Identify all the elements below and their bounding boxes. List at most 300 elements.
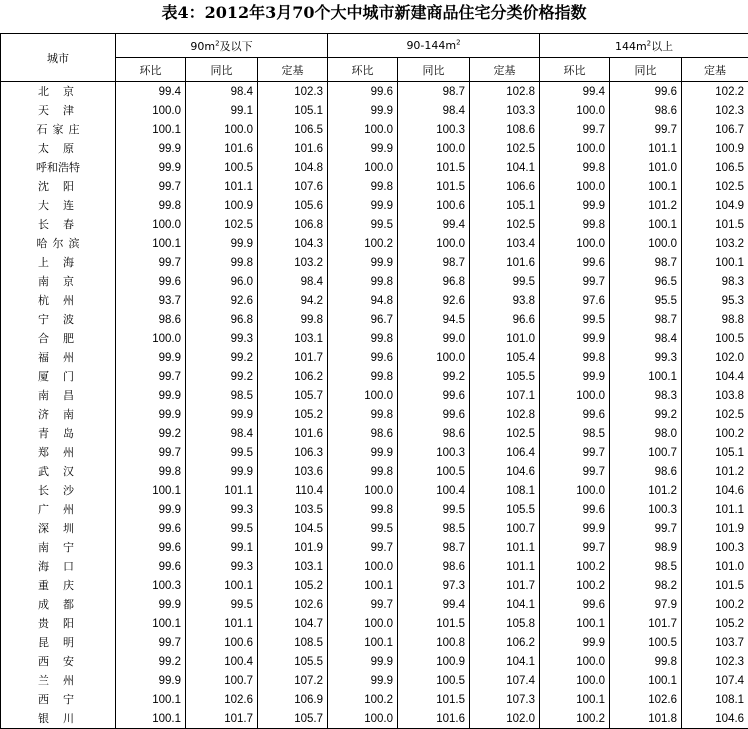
value-cell: 100.1 [610,177,682,196]
value-cell: 99.9 [186,462,258,481]
city-cell: 重庆 [1,576,116,595]
value-cell: 93.7 [116,291,186,310]
value-cell: 98.6 [610,462,682,481]
value-cell: 98.7 [610,310,682,329]
value-cell: 100.3 [610,500,682,519]
city-cell: 南宁 [1,538,116,557]
value-cell: 96.6 [470,310,540,329]
value-cell: 104.1 [470,652,540,671]
table-row [1,196,748,215]
table-row [1,367,748,386]
value-cell: 99.8 [186,253,258,272]
value-cell: 102.6 [258,595,328,614]
value-cell: 99.8 [610,652,682,671]
table-row [1,120,748,139]
value-cell: 98.9 [610,538,682,557]
value-cell: 103.8 [682,386,748,405]
value-cell: 92.6 [186,291,258,310]
value-cell: 99.8 [328,329,398,348]
value-cell: 105.7 [258,709,328,729]
value-cell: 101.6 [470,253,540,272]
value-cell: 99.6 [116,538,186,557]
value-cell: 103.1 [258,329,328,348]
value-cell: 101.1 [470,538,540,557]
value-cell: 99.4 [540,82,610,102]
value-cell: 100.2 [682,595,748,614]
value-cell: 99.3 [186,329,258,348]
city-column-header: 城市 [1,34,116,82]
group-header-90-144: $90-144m^2$ [328,34,540,58]
value-cell: 101.5 [398,158,470,177]
value-cell: 100.2 [682,424,748,443]
value-cell: 106.9 [258,690,328,709]
city-cell: 石家庄 [1,120,116,139]
value-cell: 101.9 [682,519,748,538]
value-cell: 100.1 [610,215,682,234]
value-cell: 98.5 [186,386,258,405]
table-row [1,671,748,690]
value-cell: 100.3 [398,443,470,462]
city-cell: 兰州 [1,671,116,690]
value-cell: 99.8 [540,215,610,234]
city-cell: 银川 [1,709,116,729]
value-cell: 99.2 [610,405,682,424]
value-cell: 99.9 [328,443,398,462]
table-row [1,424,748,443]
value-cell: 100.1 [610,367,682,386]
value-cell: 105.7 [258,386,328,405]
value-cell: 102.3 [682,652,748,671]
value-cell: 103.1 [258,557,328,576]
value-cell: 106.8 [258,215,328,234]
value-cell: 100.0 [328,481,398,500]
value-cell: 102.3 [258,82,328,102]
value-cell: 104.1 [470,595,540,614]
subheader-yoy: 同比 [398,58,470,82]
value-cell: 99.4 [398,595,470,614]
value-cell: 101.5 [398,614,470,633]
city-cell: 宁波 [1,310,116,329]
value-cell: 99.7 [116,253,186,272]
value-cell: 105.2 [258,405,328,424]
table-row [1,633,748,652]
value-cell: 99.7 [328,595,398,614]
city-cell: 贵阳 [1,614,116,633]
value-cell: 94.2 [258,291,328,310]
value-cell: 106.2 [470,633,540,652]
table-row [1,82,748,102]
value-cell: 99.5 [540,310,610,329]
value-cell: 101.0 [610,158,682,177]
value-cell: 102.5 [470,424,540,443]
subheader-base: 定基 [682,58,748,82]
value-cell: 99.9 [328,253,398,272]
value-cell: 94.8 [328,291,398,310]
city-cell: 呼和浩特 [1,158,116,177]
value-cell: 99.9 [328,652,398,671]
value-cell: 99.8 [328,405,398,424]
value-cell: 98.7 [610,253,682,272]
value-cell: 100.0 [328,120,398,139]
value-cell: 96.8 [186,310,258,329]
value-cell: 100.7 [470,519,540,538]
value-cell: 99.5 [470,272,540,291]
value-cell: 99.9 [116,500,186,519]
value-cell: 99.7 [610,519,682,538]
value-cell: 100.8 [398,633,470,652]
value-cell: 101.1 [682,500,748,519]
city-cell: 上海 [1,253,116,272]
value-cell: 96.5 [610,272,682,291]
value-cell: 101.2 [610,196,682,215]
value-cell: 101.8 [610,709,682,729]
value-cell: 102.5 [470,215,540,234]
value-cell: 100.1 [328,633,398,652]
value-cell: 100.0 [186,120,258,139]
value-cell: 98.4 [398,101,470,120]
value-cell: 99.7 [540,538,610,557]
city-cell: 长沙 [1,481,116,500]
value-cell: 102.8 [470,82,540,102]
value-cell: 99.9 [186,234,258,253]
city-cell: 沈阳 [1,177,116,196]
value-cell: 101.5 [398,690,470,709]
value-cell: 99.8 [116,462,186,481]
value-cell: 106.2 [258,367,328,386]
value-cell: 98.6 [398,557,470,576]
value-cell: 99.7 [540,272,610,291]
city-cell: 青岛 [1,424,116,443]
value-cell: 100.0 [328,557,398,576]
subheader-base: 定基 [470,58,540,82]
value-cell: 99.9 [328,671,398,690]
value-cell: 100.0 [540,101,610,120]
value-cell: 105.5 [470,367,540,386]
value-cell: 99.8 [258,310,328,329]
table-row [1,500,748,519]
subheader-yoy: 同比 [186,58,258,82]
value-cell: 98.5 [540,424,610,443]
value-cell: 96.7 [328,310,398,329]
value-cell: 99.6 [328,82,398,102]
value-cell: 98.2 [610,576,682,595]
value-cell: 99.6 [116,272,186,291]
value-cell: 100.0 [540,234,610,253]
value-cell: 101.2 [682,462,748,481]
value-cell: 99.2 [116,652,186,671]
value-cell: 107.3 [470,690,540,709]
value-cell: 100.0 [398,234,470,253]
value-cell: 99.5 [328,215,398,234]
value-cell: 106.5 [258,120,328,139]
value-cell: 100.0 [116,215,186,234]
table-row [1,348,748,367]
value-cell: 100.1 [116,690,186,709]
city-cell: 大连 [1,196,116,215]
value-cell: 99.8 [116,196,186,215]
value-cell: 101.7 [470,576,540,595]
value-cell: 100.5 [610,633,682,652]
value-cell: 101.5 [682,576,748,595]
value-cell: 99.1 [186,101,258,120]
value-cell: 101.7 [186,709,258,729]
table-row [1,709,748,729]
value-cell: 99.7 [540,462,610,481]
value-cell: 98.4 [258,272,328,291]
value-cell: 99.9 [540,329,610,348]
value-cell: 105.6 [258,196,328,215]
table-row [1,291,748,310]
city-cell: 广州 [1,500,116,519]
value-cell: 100.1 [116,614,186,633]
subheader-mom: 环比 [540,58,610,82]
table-row [1,329,748,348]
value-cell: 104.6 [682,481,748,500]
value-cell: 99.5 [328,519,398,538]
value-cell: 101.6 [398,709,470,729]
city-cell: 南昌 [1,386,116,405]
value-cell: 104.8 [258,158,328,177]
value-cell: 103.5 [258,500,328,519]
value-cell: 99.9 [540,633,610,652]
city-cell: 杭州 [1,291,116,310]
city-cell: 海口 [1,557,116,576]
value-cell: 100.3 [398,120,470,139]
value-cell: 104.6 [470,462,540,481]
value-cell: 102.5 [186,215,258,234]
value-cell: 100.1 [328,576,398,595]
value-cell: 99.4 [398,215,470,234]
value-cell: 100.0 [398,139,470,158]
value-cell: 106.4 [470,443,540,462]
value-cell: 105.1 [258,101,328,120]
value-cell: 100.1 [186,576,258,595]
value-cell: 106.7 [682,120,748,139]
value-cell: 104.6 [682,709,748,729]
value-cell: 102.5 [470,139,540,158]
table-row [1,386,748,405]
value-cell: 100.5 [186,158,258,177]
city-cell: 长春 [1,215,116,234]
value-cell: 99.5 [186,443,258,462]
city-cell: 武汉 [1,462,116,481]
value-cell: 107.6 [258,177,328,196]
value-cell: 99.7 [116,443,186,462]
value-cell: 98.0 [610,424,682,443]
value-cell: 98.8 [682,310,748,329]
value-cell: 105.2 [258,576,328,595]
value-cell: 100.1 [116,234,186,253]
value-cell: 99.7 [116,633,186,652]
value-cell: 100.5 [682,329,748,348]
value-cell: 99.6 [540,405,610,424]
table-row [1,101,748,120]
value-cell: 95.5 [610,291,682,310]
value-cell: 100.9 [682,139,748,158]
value-cell: 95.3 [682,291,748,310]
value-cell: 99.9 [328,196,398,215]
value-cell: 99.8 [540,158,610,177]
value-cell: 100.2 [540,709,610,729]
value-cell: 99.7 [116,177,186,196]
value-cell: 98.3 [682,272,748,291]
value-cell: 100.0 [540,139,610,158]
value-cell: 99.3 [186,500,258,519]
value-cell: 97.3 [398,576,470,595]
value-cell: 100.1 [682,253,748,272]
value-cell: 99.9 [328,101,398,120]
value-cell: 102.3 [682,101,748,120]
value-cell: 105.1 [682,443,748,462]
city-cell: 天津 [1,101,116,120]
table-row [1,652,748,671]
value-cell: 100.0 [610,234,682,253]
city-cell: 哈尔滨 [1,234,116,253]
city-cell: 郑州 [1,443,116,462]
value-cell: 104.4 [682,367,748,386]
value-cell: 99.2 [186,367,258,386]
value-cell: 108.1 [682,690,748,709]
subheader-mom: 环比 [328,58,398,82]
value-cell: 100.6 [186,633,258,652]
value-cell: 99.8 [540,348,610,367]
table-row [1,557,748,576]
value-cell: 100.5 [398,462,470,481]
table-row [1,405,748,424]
value-cell: 103.4 [470,234,540,253]
value-cell: 100.9 [398,652,470,671]
value-cell: 104.7 [258,614,328,633]
value-cell: 98.7 [398,253,470,272]
value-cell: 105.2 [682,614,748,633]
value-cell: 101.5 [682,215,748,234]
value-cell: 100.4 [186,652,258,671]
subheader-base: 定基 [258,58,328,82]
value-cell: 104.9 [682,196,748,215]
city-cell: 厦门 [1,367,116,386]
city-cell: 福州 [1,348,116,367]
table-row [1,443,748,462]
table-row [1,310,748,329]
value-cell: 100.2 [328,234,398,253]
value-cell: 98.6 [610,101,682,120]
value-cell: 107.4 [470,671,540,690]
value-cell: 100.6 [398,196,470,215]
value-cell: 99.6 [328,348,398,367]
value-cell: 102.5 [682,405,748,424]
value-cell: 98.6 [398,424,470,443]
value-cell: 98.6 [116,310,186,329]
value-cell: 96.8 [398,272,470,291]
value-cell: 100.0 [540,671,610,690]
value-cell: 100.0 [328,386,398,405]
value-cell: 99.7 [328,538,398,557]
value-cell: 103.2 [682,234,748,253]
value-cell: 101.0 [470,329,540,348]
value-cell: 105.1 [470,196,540,215]
city-cell: 昆明 [1,633,116,652]
value-cell: 100.1 [540,690,610,709]
value-cell: 103.6 [258,462,328,481]
value-cell: 100.0 [328,614,398,633]
table-row [1,272,748,291]
value-cell: 105.5 [470,500,540,519]
value-cell: 101.1 [610,139,682,158]
value-cell: 101.1 [186,177,258,196]
value-cell: 103.3 [470,101,540,120]
value-cell: 99.8 [328,177,398,196]
value-cell: 105.5 [258,652,328,671]
value-cell: 100.1 [540,614,610,633]
value-cell: 94.5 [398,310,470,329]
value-cell: 101.1 [186,614,258,633]
city-cell: 北京 [1,82,116,102]
value-cell: 100.2 [540,576,610,595]
value-cell: 107.4 [682,671,748,690]
value-cell: 99.9 [116,158,186,177]
table-row [1,177,748,196]
value-cell: 99.8 [328,462,398,481]
value-cell: 99.9 [116,405,186,424]
value-cell: 100.0 [398,348,470,367]
value-cell: 99.3 [610,348,682,367]
value-cell: 100.0 [116,329,186,348]
table-row [1,690,748,709]
value-cell: 100.3 [682,538,748,557]
value-cell: 102.6 [186,690,258,709]
value-cell: 97.9 [610,595,682,614]
value-cell: 101.1 [470,557,540,576]
value-cell: 99.6 [540,253,610,272]
value-cell: 104.3 [258,234,328,253]
value-cell: 99.9 [116,595,186,614]
table-row [1,481,748,500]
value-cell: 99.4 [116,82,186,102]
table-row [1,519,748,538]
value-cell: 107.1 [470,386,540,405]
value-cell: 106.6 [470,177,540,196]
value-cell: 99.5 [398,500,470,519]
value-cell: 101.7 [610,614,682,633]
value-cell: 99.6 [540,500,610,519]
value-cell: 99.1 [186,538,258,557]
value-cell: 104.5 [258,519,328,538]
value-cell: 103.2 [258,253,328,272]
value-cell: 101.9 [258,538,328,557]
value-cell: 108.6 [470,120,540,139]
value-cell: 100.7 [186,671,258,690]
table-row [1,538,748,557]
value-cell: 99.8 [328,500,398,519]
value-cell: 98.5 [398,519,470,538]
value-cell: 99.9 [540,367,610,386]
value-cell: 100.0 [540,177,610,196]
city-cell: 成都 [1,595,116,614]
value-cell: 101.6 [258,139,328,158]
value-cell: 96.0 [186,272,258,291]
value-cell: 99.5 [186,595,258,614]
value-cell: 101.6 [258,424,328,443]
value-cell: 101.2 [610,481,682,500]
value-cell: 100.9 [186,196,258,215]
subheader-yoy: 同比 [610,58,682,82]
value-cell: 100.1 [116,481,186,500]
value-cell: 99.6 [116,557,186,576]
value-cell: 99.2 [398,367,470,386]
city-cell: 西宁 [1,690,116,709]
value-cell: 101.7 [258,348,328,367]
value-cell: 99.6 [610,82,682,102]
